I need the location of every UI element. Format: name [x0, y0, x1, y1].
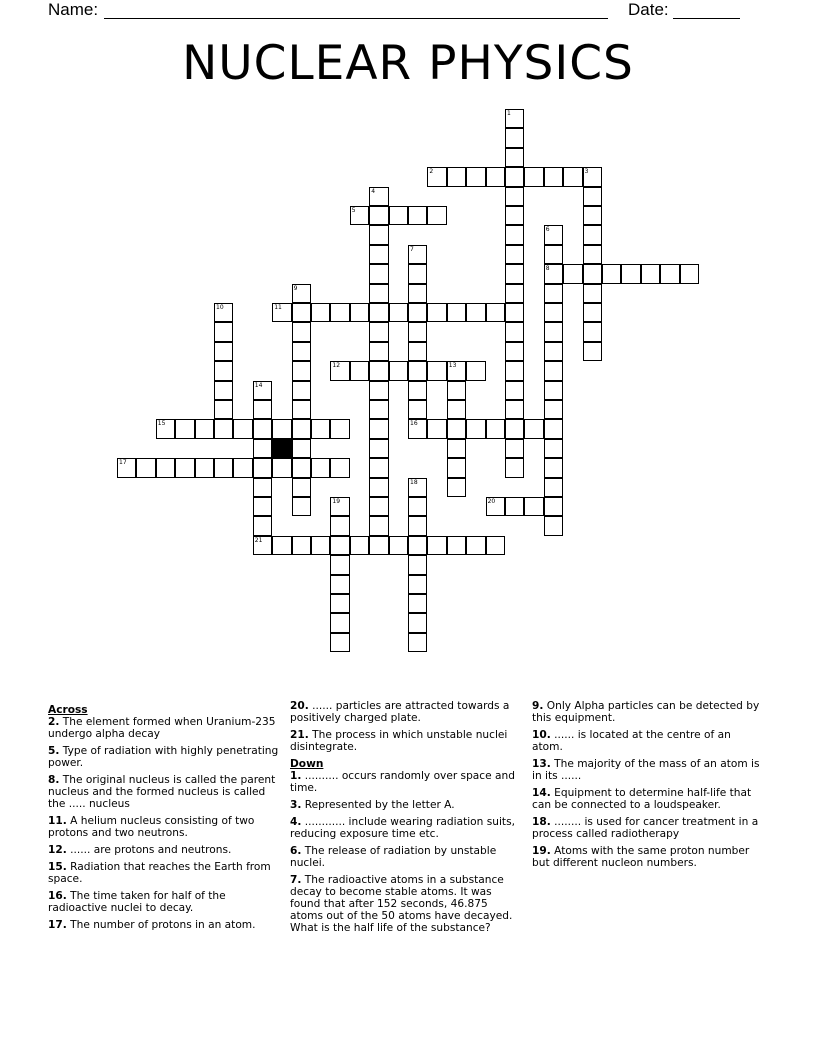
grid-cell[interactable]	[524, 167, 543, 186]
grid-cell[interactable]	[408, 381, 427, 400]
clue-text: ........ is used for cancer treatment in a process called radiotherapy	[532, 816, 759, 840]
grid-cell[interactable]	[233, 419, 252, 438]
grid-cell[interactable]	[505, 167, 524, 186]
grid-cell[interactable]	[505, 342, 524, 361]
grid-cell[interactable]	[427, 206, 446, 225]
black-cell	[272, 439, 291, 458]
grid-cell[interactable]	[427, 361, 446, 380]
clue-number: 6	[545, 226, 550, 234]
grid-cell[interactable]	[505, 381, 524, 400]
grid-cell[interactable]	[369, 342, 388, 361]
clue-number: 5	[351, 207, 356, 214]
grid-cell[interactable]	[117, 458, 136, 477]
grid-cell[interactable]	[505, 245, 524, 264]
grid-cell[interactable]	[544, 419, 563, 438]
clue-num: 21.	[290, 729, 309, 741]
across-clue	[48, 844, 280, 856]
clue-number: 1	[507, 110, 511, 117]
grid-cell[interactable]	[544, 458, 563, 477]
grid-cell[interactable]	[486, 419, 505, 438]
clue-text: ...... particles are attracted towards a positively charged plate.	[290, 700, 510, 724]
grid-cell[interactable]	[447, 303, 466, 322]
clue-number: 8	[545, 265, 550, 273]
down-clue	[532, 845, 764, 869]
grid-cell[interactable]	[369, 516, 388, 535]
grid-cell[interactable]	[583, 187, 602, 206]
grid-cell[interactable]	[330, 516, 349, 535]
clue-text: ...... are protons and neutrons.	[66, 844, 232, 856]
grid-cell[interactable]	[427, 536, 446, 555]
grid-cell[interactable]	[369, 361, 388, 380]
grid-cell[interactable]	[350, 361, 369, 380]
across-clue	[48, 716, 280, 740]
grid-cell[interactable]	[544, 264, 563, 283]
grid-cell[interactable]	[466, 536, 485, 555]
clue-text: Equipment to determine half-life that can be connected to a loudspeaker.	[532, 787, 752, 811]
grid-cell[interactable]	[330, 555, 349, 574]
clue-num: 6.	[290, 845, 302, 857]
grid-cell[interactable]	[330, 613, 349, 632]
grid-cell[interactable]	[195, 458, 214, 477]
grid-cell[interactable]	[214, 381, 233, 400]
grid-cell[interactable]	[369, 439, 388, 458]
grid-cell[interactable]	[602, 264, 621, 283]
grid-cell[interactable]	[369, 303, 388, 322]
down-clue	[532, 729, 764, 753]
down-clue	[532, 758, 764, 782]
clue-column-2	[290, 700, 522, 939]
clue-number: 3	[584, 168, 589, 176]
clue-text: ............ include wearing radiation suits, reducing exposure time etc.	[290, 816, 515, 840]
grid-cell[interactable]	[330, 536, 349, 555]
clue-number: 12	[332, 362, 341, 370]
clue-number: 11	[274, 304, 282, 311]
grid-cell[interactable]	[505, 128, 524, 147]
grid-cell[interactable]	[350, 206, 369, 225]
grid-cell[interactable]	[408, 555, 427, 574]
grid-cell[interactable]	[486, 167, 505, 186]
grid-cell[interactable]	[175, 419, 194, 438]
grid-cell[interactable]	[292, 478, 311, 497]
grid-cell[interactable]	[389, 536, 408, 555]
grid-cell[interactable]	[369, 264, 388, 283]
clue-num: 7.	[290, 874, 302, 886]
clue-text: The time taken for half of the radioactive nuclei to decay.	[48, 890, 226, 914]
clue-num: 16.	[48, 890, 67, 902]
grid-cell[interactable]	[330, 419, 349, 438]
grid-cell[interactable]	[214, 303, 233, 322]
clue-text: The radioactive atoms in a substance decay to become stable atoms. It was found that after 152 seconds, 46.875 atoms out of the 50 atoms have decayed. What is the half life of the substance?	[290, 874, 513, 934]
grid-cell[interactable]	[369, 322, 388, 341]
grid-cell[interactable]	[311, 303, 330, 322]
grid-cell[interactable]	[253, 381, 272, 400]
grid-cell[interactable]	[583, 303, 602, 322]
across-clue	[48, 861, 280, 885]
grid-cell[interactable]	[253, 458, 272, 477]
clue-num: 4.	[290, 816, 302, 828]
grid-cell[interactable]	[447, 458, 466, 477]
grid-cell[interactable]	[292, 419, 311, 438]
clue-number: 2	[429, 168, 434, 176]
grid-cell[interactable]	[292, 536, 311, 555]
grid-cell[interactable]	[505, 439, 524, 458]
grid-cell[interactable]	[156, 419, 175, 438]
grid-cell[interactable]	[544, 400, 563, 419]
grid-cell[interactable]	[447, 478, 466, 497]
grid-cell[interactable]	[583, 225, 602, 244]
grid-cell[interactable]	[292, 303, 311, 322]
grid-cell[interactable]	[330, 633, 349, 652]
grid-cell[interactable]	[486, 303, 505, 322]
grid-cell[interactable]	[369, 187, 388, 206]
grid-cell[interactable]	[350, 303, 369, 322]
clue-num: 3.	[290, 799, 302, 811]
grid-cell[interactable]	[408, 342, 427, 361]
grid-cell[interactable]	[505, 206, 524, 225]
grid-cell[interactable]	[544, 497, 563, 516]
clue-text: .......... occurs randomly over space and time.	[290, 770, 515, 794]
clue-text: Only Alpha particles can be detected by this equipment.	[532, 700, 760, 724]
grid-cell[interactable]	[311, 458, 330, 477]
grid-cell[interactable]	[544, 167, 563, 186]
clue-number: 18	[410, 478, 418, 486]
clue-number: 21	[254, 536, 263, 544]
grid-cell[interactable]	[253, 439, 272, 458]
grid-cell[interactable]	[369, 458, 388, 477]
grid-cell[interactable]	[486, 497, 505, 516]
grid-cell[interactable]	[505, 264, 524, 283]
grid-cell[interactable]	[563, 167, 582, 186]
down-clue	[290, 799, 522, 811]
grid-cell[interactable]	[505, 322, 524, 341]
grid-cell[interactable]	[389, 303, 408, 322]
grid-cell[interactable]	[544, 342, 563, 361]
grid-cell[interactable]	[466, 419, 485, 438]
grid-cell[interactable]	[466, 167, 485, 186]
clue-number: 9	[293, 284, 298, 292]
down-clue	[290, 845, 522, 869]
grid-cell[interactable]	[583, 322, 602, 341]
grid-cell[interactable]	[408, 497, 427, 516]
grid-cell[interactable]	[214, 400, 233, 419]
grid-cell[interactable]	[583, 264, 602, 283]
grid-cell[interactable]	[369, 419, 388, 438]
grid-cell[interactable]	[369, 400, 388, 419]
grid-cell[interactable]	[156, 458, 175, 477]
grid-cell[interactable]	[621, 264, 640, 283]
grid-cell[interactable]	[369, 536, 388, 555]
grid-cell[interactable]	[214, 342, 233, 361]
grid-cell[interactable]	[311, 419, 330, 438]
grid-cell[interactable]	[253, 536, 272, 555]
grid-cell[interactable]	[505, 187, 524, 206]
clue-text: Type of radiation with highly penetrating power.	[48, 745, 279, 769]
clue-number: 15	[157, 420, 166, 428]
grid-cell[interactable]	[272, 536, 291, 555]
clue-num: 17.	[48, 919, 67, 931]
grid-cell[interactable]	[505, 109, 524, 128]
clue-column-1	[48, 700, 280, 936]
clue-text: The majority of the mass of an atom is in its ......	[532, 758, 760, 782]
across-clue	[48, 919, 280, 931]
down-clue	[532, 816, 764, 840]
clue-number: 16	[410, 420, 418, 428]
grid-cell[interactable]	[369, 206, 388, 225]
grid-cell[interactable]	[680, 264, 699, 283]
grid-cell[interactable]	[505, 225, 524, 244]
grid-cell[interactable]	[544, 225, 563, 244]
grid-cell[interactable]	[447, 419, 466, 438]
grid-cell[interactable]	[369, 245, 388, 264]
grid-cell[interactable]	[369, 497, 388, 516]
clue-num: 9.	[532, 700, 544, 712]
grid-cell[interactable]	[369, 225, 388, 244]
grid-cell[interactable]	[408, 400, 427, 419]
grid-cell[interactable]	[292, 497, 311, 516]
across-heading: Across	[48, 704, 88, 716]
grid-cell[interactable]	[214, 458, 233, 477]
down-clue	[290, 874, 522, 934]
grid-cell[interactable]	[583, 245, 602, 264]
clue-text: A helium nucleus consisting of two protons and two neutrons.	[48, 815, 255, 839]
grid-cell[interactable]	[136, 458, 155, 477]
clue-column-3	[532, 700, 764, 874]
grid-cell[interactable]	[369, 381, 388, 400]
grid-cell[interactable]	[175, 458, 194, 477]
grid-cell[interactable]	[505, 148, 524, 167]
grid-cell[interactable]	[583, 284, 602, 303]
grid-cell[interactable]	[563, 264, 582, 283]
grid-cell[interactable]	[544, 303, 563, 322]
grid-cell[interactable]	[408, 478, 427, 497]
across-clue	[290, 729, 522, 753]
grid-cell[interactable]	[505, 419, 524, 438]
page-title: NUCLEAR PHYSICS	[182, 36, 634, 91]
clue-text: The element formed when Uranium-235 undergo alpha decay	[48, 716, 276, 740]
grid-cell[interactable]	[544, 245, 563, 264]
grid-cell[interactable]	[389, 206, 408, 225]
clue-text: The process in which unstable nuclei disintegrate.	[290, 729, 508, 753]
grid-cell[interactable]	[544, 361, 563, 380]
grid-cell[interactable]	[505, 400, 524, 419]
grid-cell[interactable]	[427, 167, 446, 186]
grid-cell[interactable]	[214, 419, 233, 438]
grid-cell[interactable]	[505, 497, 524, 516]
clue-number: 19	[332, 498, 341, 505]
grid-cell[interactable]	[272, 419, 291, 438]
grid-cell[interactable]	[214, 322, 233, 341]
clue-num: 20.	[290, 700, 309, 712]
grid-cell[interactable]	[292, 284, 311, 303]
grid-cell[interactable]	[544, 284, 563, 303]
grid-cell[interactable]	[253, 478, 272, 497]
grid-cell[interactable]	[253, 497, 272, 516]
across-clue	[48, 815, 280, 839]
clue-text: Represented by the letter A.	[301, 799, 455, 811]
grid-cell[interactable]	[466, 361, 485, 380]
grid-cell[interactable]	[505, 284, 524, 303]
clue-number: 10	[216, 304, 224, 311]
grid-cell[interactable]	[330, 361, 349, 380]
clue-num: 19.	[532, 845, 551, 857]
grid-cell[interactable]	[447, 400, 466, 419]
clue-number: 20	[487, 498, 496, 505]
grid-cell[interactable]	[408, 516, 427, 535]
grid-cell[interactable]	[195, 419, 214, 438]
grid-cell[interactable]	[524, 497, 543, 516]
clue-number: 17	[119, 459, 127, 467]
grid-cell[interactable]	[389, 361, 408, 380]
grid-cell[interactable]	[583, 206, 602, 225]
grid-cell[interactable]	[660, 264, 679, 283]
grid-cell[interactable]	[369, 284, 388, 303]
date-label: Date:	[628, 0, 669, 19]
grid-cell[interactable]	[544, 322, 563, 341]
grid-cell[interactable]	[369, 478, 388, 497]
grid-cell[interactable]	[408, 245, 427, 264]
down-clue	[290, 816, 522, 840]
grid-cell[interactable]	[408, 361, 427, 380]
grid-cell[interactable]	[486, 536, 505, 555]
across-clue	[48, 745, 280, 769]
grid-cell[interactable]	[292, 361, 311, 380]
grid-cell[interactable]	[408, 613, 427, 632]
grid-cell[interactable]	[427, 303, 446, 322]
grid-cell[interactable]	[350, 536, 369, 555]
grid-cell[interactable]	[292, 322, 311, 341]
grid-cell[interactable]	[583, 167, 602, 186]
grid-cell[interactable]	[427, 419, 446, 438]
grid-cell[interactable]	[292, 458, 311, 477]
grid-cell[interactable]	[583, 342, 602, 361]
grid-cell[interactable]	[292, 342, 311, 361]
grid-cell[interactable]	[447, 361, 466, 380]
grid-cell[interactable]	[447, 167, 466, 186]
clue-number: 7	[410, 245, 414, 253]
grid-cell[interactable]	[330, 497, 349, 516]
grid-cell[interactable]	[466, 303, 485, 322]
grid-cell[interactable]	[641, 264, 660, 283]
clue-num: 1.	[290, 770, 302, 782]
clue-num: 13.	[532, 758, 551, 770]
clue-text: The original nucleus is called the parent nucleus and the formed nucleus is called the ..... nucleus	[48, 774, 276, 810]
grid-cell[interactable]	[408, 536, 427, 555]
clue-text: The number of protons in an atom.	[66, 919, 256, 931]
grid-cell[interactable]	[292, 439, 311, 458]
clue-num: 18.	[532, 816, 551, 828]
across-clue	[48, 890, 280, 914]
grid-cell[interactable]	[408, 264, 427, 283]
grid-cell[interactable]	[408, 419, 427, 438]
grid-cell[interactable]	[330, 458, 349, 477]
grid-cell[interactable]	[505, 361, 524, 380]
grid-cell[interactable]	[408, 206, 427, 225]
clue-text: The release of radiation by unstable nuclei.	[290, 845, 497, 869]
across-clue	[48, 774, 280, 810]
clue-num: 2.	[48, 716, 60, 728]
grid-cell[interactable]	[292, 381, 311, 400]
grid-cell[interactable]	[311, 536, 330, 555]
name-label: Name:	[48, 0, 99, 19]
clue-number: 13	[448, 362, 457, 370]
grid-cell[interactable]	[408, 594, 427, 613]
clue-num: 10.	[532, 729, 551, 741]
grid-cell[interactable]	[253, 516, 272, 535]
grid-cell[interactable]	[505, 458, 524, 477]
grid-cell[interactable]	[524, 419, 543, 438]
grid-cell[interactable]	[408, 575, 427, 594]
grid-cell[interactable]	[408, 633, 427, 652]
clue-num: 14.	[532, 787, 551, 799]
grid-cell[interactable]	[330, 594, 349, 613]
grid-cell[interactable]	[544, 516, 563, 535]
clue-text: ...... is located at the centre of an atom.	[532, 729, 731, 753]
grid-cell[interactable]	[253, 400, 272, 419]
grid-cell[interactable]	[447, 381, 466, 400]
clue-num: 15.	[48, 861, 67, 873]
grid-cell[interactable]	[408, 303, 427, 322]
clue-num: 8.	[48, 774, 60, 786]
grid-cell[interactable]	[505, 303, 524, 322]
grid-cell[interactable]	[272, 303, 291, 322]
across-clue	[290, 700, 522, 724]
clue-num: 12.	[48, 844, 67, 856]
clue-num: 5.	[48, 745, 60, 757]
grid-cell[interactable]	[544, 478, 563, 497]
down-clue	[290, 770, 522, 794]
grid-cell[interactable]	[233, 458, 252, 477]
grid-cell[interactable]	[408, 284, 427, 303]
down-clue	[532, 787, 764, 811]
down-heading: Down	[290, 758, 324, 770]
clue-text: Radiation that reaches the Earth from space.	[48, 861, 271, 885]
clue-text: Atoms with the same proton number but different nucleon numbers.	[532, 845, 750, 869]
clue-number: 14	[254, 381, 263, 389]
grid-cell[interactable]	[330, 575, 349, 594]
clue-number: 4	[371, 187, 376, 195]
grid-cell[interactable]	[447, 439, 466, 458]
clue-num: 11.	[48, 815, 67, 827]
grid-cell[interactable]	[272, 458, 291, 477]
grid-cell[interactable]	[544, 439, 563, 458]
grid-cell[interactable]	[408, 322, 427, 341]
grid-cell[interactable]	[544, 381, 563, 400]
grid-cell[interactable]	[447, 536, 466, 555]
grid-cell[interactable]	[253, 419, 272, 438]
down-clue	[532, 700, 764, 724]
grid-cell[interactable]	[292, 400, 311, 419]
grid-cell[interactable]	[330, 303, 349, 322]
grid-cell[interactable]	[214, 361, 233, 380]
